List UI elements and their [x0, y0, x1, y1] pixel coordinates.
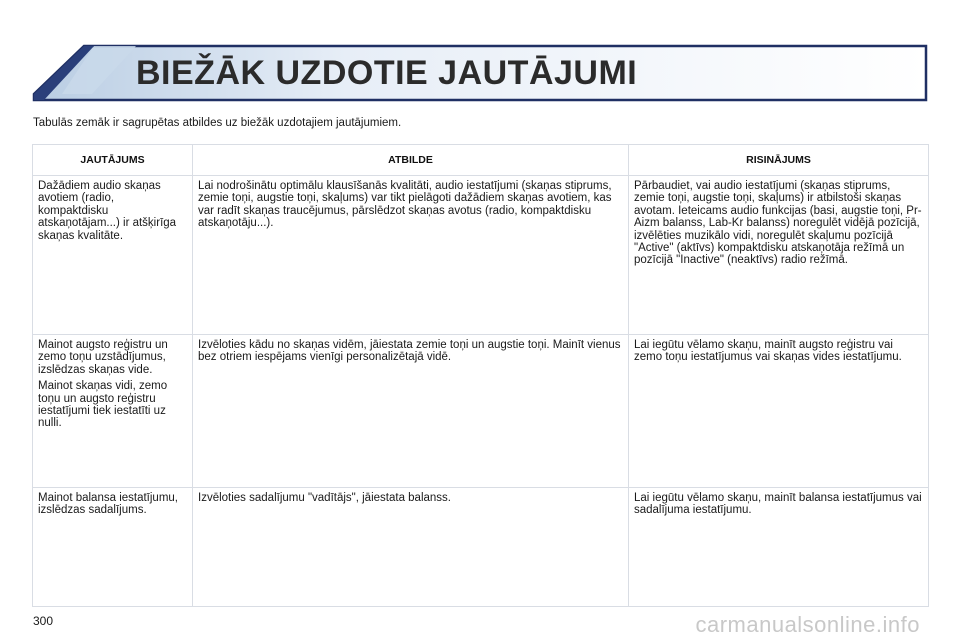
- table-row: [33, 488, 929, 607]
- answer-cell: Izvēloties sadalījumu "vadītājs", jāiestata balanss.: [193, 488, 629, 607]
- page-title: BIEŽĀK UZDOTIE JAUTĀJUMI: [136, 54, 638, 92]
- column-header-question: JAUTĀJUMS: [33, 145, 193, 176]
- column-header-solution: RISINĀJUMS: [629, 145, 929, 176]
- answer-cell: Lai nodrošinātu optimālu klausīšanās kvalitāti, audio iestatījumi (skaņas stiprums, zemie toņi, augstie toņi, skaļums) var tikt pielāgoti dažādiem skaņas avotiem, kas var radīt skaņas traucējumus, pārslēdzot skaņas avotus (radio, kompaktdisku atskaņotāju...).: [193, 176, 629, 335]
- watermark: carmanualsonline.info: [695, 612, 920, 637]
- question-cell: [33, 176, 193, 335]
- question-cell: [33, 335, 193, 488]
- page-header: [32, 44, 928, 102]
- solution-cell: Lai iegūtu vēlamo skaņu, mainīt balansa iestatījumus vai sadalījuma iestatījumu.: [629, 488, 929, 607]
- column-header-answer: ATBILDE: [193, 145, 629, 176]
- table-row: [33, 335, 929, 488]
- question-cell: [33, 488, 193, 607]
- page-number: 300: [33, 614, 54, 628]
- answer-cell: Izvēloties kādu no skaņas vidēm, jāiestata zemie toņi un augstie toņi. Mainīt vienus bez otriem iespējams vienīgi personalizētajā vidē.: [193, 335, 629, 488]
- question-text: Dažādiem audio skaņas avotiem (radio, kompaktdisku atskaņotājam...) ir atšķirīga skaņas kvalitāte.: [38, 180, 177, 242]
- faq-table: [32, 144, 929, 607]
- question-text: Mainot balansa iestatījumu, izslēdzas sadalījums.: [38, 492, 178, 517]
- intro-text: Tabulās zemāk ir sagrupētas atbildes uz biežāk uzdotajiem jautājumiem.: [33, 117, 402, 129]
- question-text: Mainot augsto reģistru un zemo toņu uzstādījumus, izslēdzas skaņas vide.: [38, 339, 168, 376]
- table-row: [33, 176, 929, 335]
- solution-cell: Pārbaudiet, vai audio iestatījumi (skaņas stiprums, zemie toņi, augstie toņi, skaļums) ir atbilstoši skaņas avotam. Ieteicams audio funkcijas (basi, augstie toņi, Pr-Aizm balanss, Lab-Kr balanss) noregulēt vidējā pozīcijā, izvēlēties muzikālo vidi, noregulēt skaļumu pozīcijā "Active" (aktīvs) kompaktdisku atskaņotāja režīmā un pozīcijā "Inactive" (neaktīvs) radio režīmā.: [629, 176, 929, 335]
- question-text: Mainot skaņas vidi, zemo toņu un augsto reģistru iestatījumi tiek iestatīti uz nulli.: [38, 380, 168, 430]
- solution-cell: Lai iegūtu vēlamo skaņu, mainīt augsto reģistru vai zemo toņu iestatījumus vai skaņas vides iestatījumu.: [629, 335, 929, 488]
- table-header-row: [33, 145, 929, 176]
